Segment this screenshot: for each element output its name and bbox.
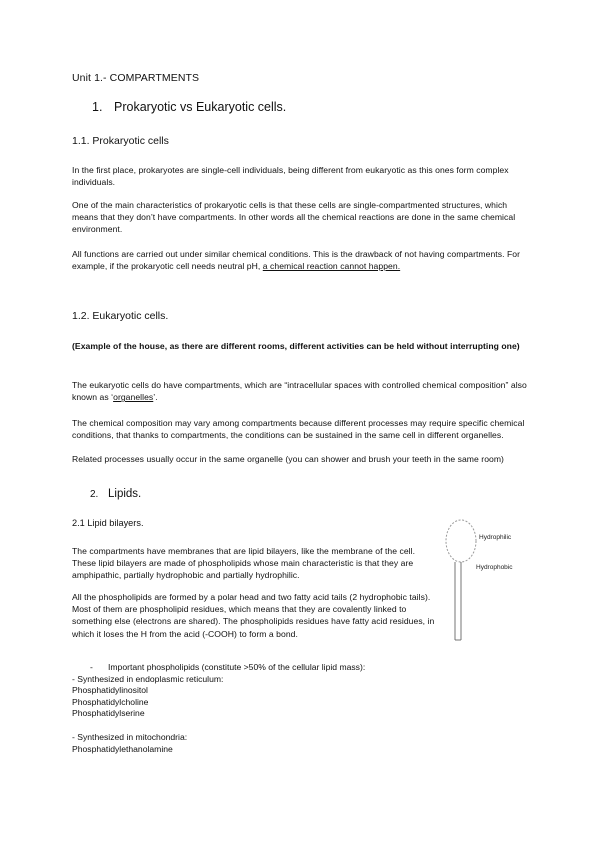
phospholipid-diagram bbox=[440, 516, 530, 646]
list-item: Phosphatidylserine bbox=[72, 708, 145, 719]
prokaryotic-paragraph-3-text: All functions are carried out under similar chemical conditions. This is the drawback of not having compartments. For example, if the prokaryotic cell needs neutral pH, bbox=[72, 249, 520, 272]
section-2-heading bbox=[90, 488, 141, 500]
bullet-marker: - bbox=[90, 662, 93, 672]
hydrophilic-label: Hydrophilic bbox=[479, 534, 512, 541]
section-2-title: Lipids. bbox=[108, 488, 142, 500]
subsection-2-1-title: 2.1 Lipid bilayers. bbox=[72, 518, 144, 528]
er-header: - Synthesized in endoplasmic reticulum: bbox=[72, 673, 224, 684]
eukaryotic-paragraph-1-end: ’. bbox=[153, 392, 158, 403]
eukaryotic-paragraph-1 bbox=[72, 379, 528, 403]
phospholipid-list bbox=[72, 662, 365, 755]
eukaryotic-paragraph-3: Related processes usually occur in the same organelle (you can shower and brush your teeth in the same room) bbox=[72, 454, 504, 464]
section-1-title: Prokaryotic vs Eukaryotic cells. bbox=[114, 100, 287, 114]
mito-header: - Synthesized in mitochondria: bbox=[72, 731, 188, 742]
section-1-number: 1. bbox=[92, 100, 103, 114]
subsection-1-1-title: 1.1. Prokaryotic cells bbox=[72, 135, 169, 147]
prokaryotic-paragraph-3 bbox=[72, 248, 528, 272]
eukaryotic-paragraph-1-text: The eukaryotic cells do have compartments, which are “intracellular spaces with controlled chemical composition” also known as ‘ bbox=[72, 380, 527, 403]
list-item: Phosphatidylinositol bbox=[72, 685, 148, 696]
section-1-heading bbox=[92, 100, 286, 114]
bullet-text: Important phospholipids (constitute >50% of the cellular lipid mass): bbox=[108, 662, 366, 672]
lipid-paragraph-1: The compartments have membranes that are lipid bilayers, like the membrane of the cell. These lipid bilayers are made of phospholipids whose main characteristic is that they are amphipathic, partially hydrophobic and partially hydrophilic. bbox=[72, 546, 416, 581]
lipid-paragraph-2: All the phospholipids are formed by a polar head and two fatty acid tails (2 hydrophobic tails). Most of them are phospholipid residues, which means that they are covalently linked to something else (electrons are shared). The phospholipids residues have fatty acid residues, in which it loses the H from the acid (-COOH) to form a bond. bbox=[72, 592, 435, 639]
prokaryotic-paragraph-1: In the first place, prokaryotes are single-cell individuals, being different from eukaryotic as this ones form complex individuals. bbox=[72, 165, 509, 188]
prokaryotic-paragraph-2: One of the main characteristics of prokaryotic cells is that these cells are single-compartmented structures, which means that they don’t have compartments. In other words all the chemical reactions are done in the same chemical environment. bbox=[72, 200, 516, 235]
list-item: Phosphatidylethanolamine bbox=[72, 743, 173, 754]
list-spacer bbox=[72, 720, 365, 732]
hydrophilic-head bbox=[446, 520, 476, 562]
house-example-note: (Example of the house, as there are different rooms, different activities can be held without interrupting one) bbox=[72, 341, 520, 351]
unit-title: Unit 1.- COMPARTMENTS bbox=[72, 72, 200, 84]
list-item: Phosphatidylcholine bbox=[72, 696, 149, 707]
organelles-term: organelles bbox=[113, 392, 154, 403]
subsection-1-2-title: 1.2. Eukaryotic cells. bbox=[72, 310, 169, 322]
underlined-phrase: a chemical reaction cannot happen. bbox=[262, 261, 401, 272]
hydrophobic-label: Hydrophobic bbox=[476, 564, 513, 571]
phospholipid-bullet bbox=[72, 662, 365, 674]
section-2-number: 2. bbox=[90, 489, 99, 500]
eukaryotic-paragraph-2: The chemical composition may vary among compartments because different processes may require specific chemical conditions, that thanks to compartments, the conditions can be sustained in the same cell in different organelles. bbox=[72, 418, 525, 441]
